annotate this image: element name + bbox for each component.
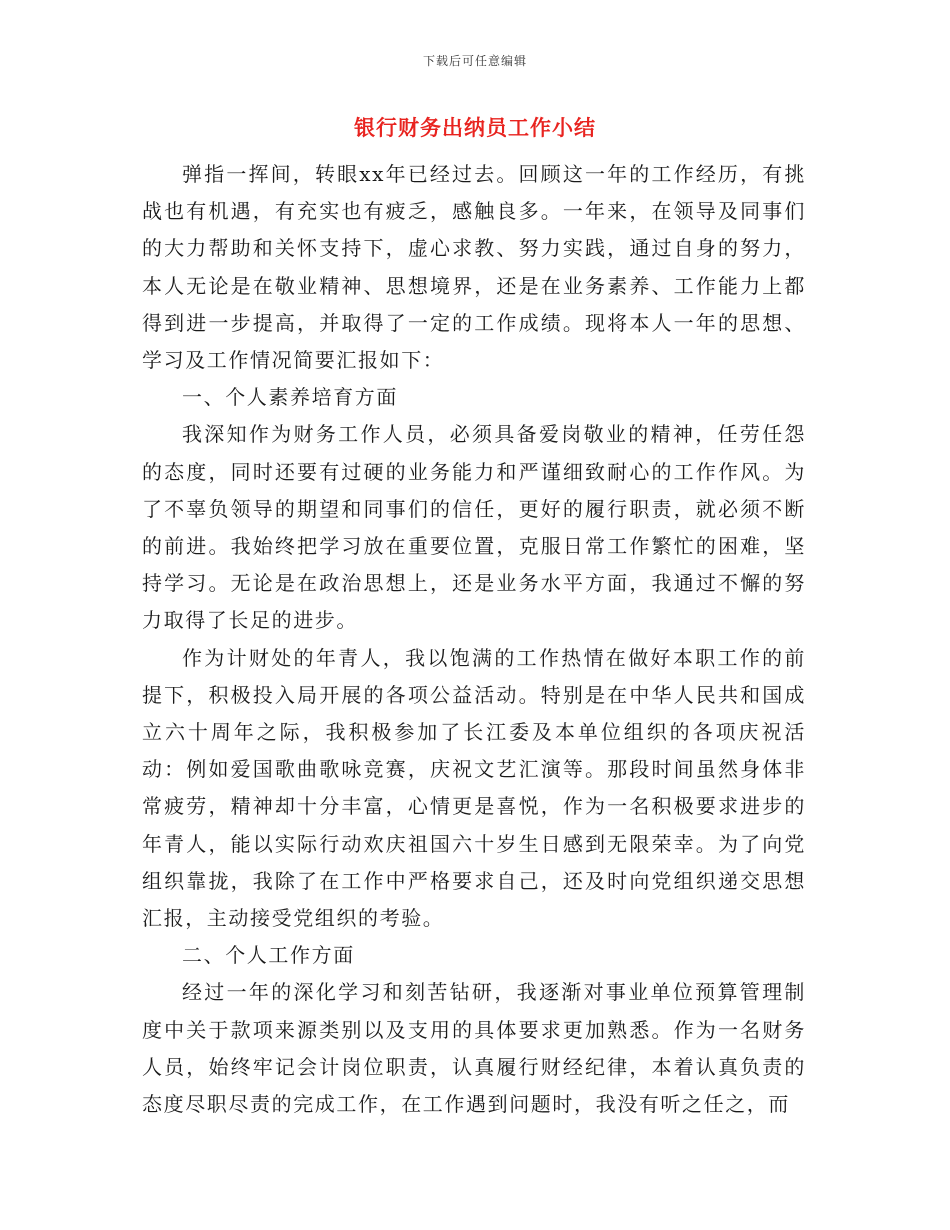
section-heading-personal-work: 二、个人工作方面 <box>182 943 355 968</box>
document-body <box>142 156 806 1123</box>
page-header-note: 下载后可任意编辑 <box>422 54 527 68</box>
document-title: 银行财务出纳员工作小结 <box>354 115 596 140</box>
intro-paragraph: 弹指一挥间，转眼xx年已经过去。回顾这一年的工作经历，有挑战也有机遇，有充实也有疲乏，感触良多。一年来，在领导及同事们的大力帮助和关怀支持下，虚心求教、努力实践，通过自身的努力，本人无论是在敬业精神、思想境界，还是在业务素养、工作能力上都得到进一步提高，并取得了一定的工作成绩。现将本人一年的思想、学习及工作情况简要汇报如下： <box>142 162 806 373</box>
body-paragraph: 我深知作为财务工作人员，必须具备爱岗敬业的精神，任劳任怨的态度，同时还要有过硬的业务能力和严谨细致耐心的工作作风。为了不辜负领导的期望和同事们的信任，更好的履行职责，就必须不断的前进。我始终把学习放在重要位置，克服日常工作繁忙的困难，坚持学习。无论是在政治思想上，还是业务水平方面，我通过不懈的努力取得了长足的进步。 <box>142 422 806 633</box>
section-heading-personal-cultivation: 一、个人素养培育方面 <box>182 385 398 410</box>
body-paragraph: 经过一年的深化学习和刻苦钻研，我逐渐对事业单位预算管理制度中关于款项来源类别以及支用的具体要求更加熟悉。作为一名财务人员，始终牢记会计岗位职责，认真履行财经纪律，本着认真负责的态度尽职尽责的完成工作，在工作遇到问题时，我没有听之任之，而 <box>142 980 806 1117</box>
body-paragraph: 作为计财处的年青人，我以饱满的工作热情在做好本职工作的前提下，积极投入局开展的各项公益活动。特别是在中华人民共和国成立六十周年之际，我积极参加了长江委及本单位组织的各项庆祝活动：例如爱国歌曲歌咏竞赛，庆祝文艺汇演等。那段时间虽然身体非常疲劳，精神却十分丰富，心情更是喜悦，作为一名积极要求进步的年青人，能以实际行动欢庆祖国六十岁生日感到无限荣幸。为了向党组织靠拢，我除了在工作中严格要求自己，还及时向党组织递交思想汇报，主动接受党组织的考验。 <box>142 645 806 931</box>
